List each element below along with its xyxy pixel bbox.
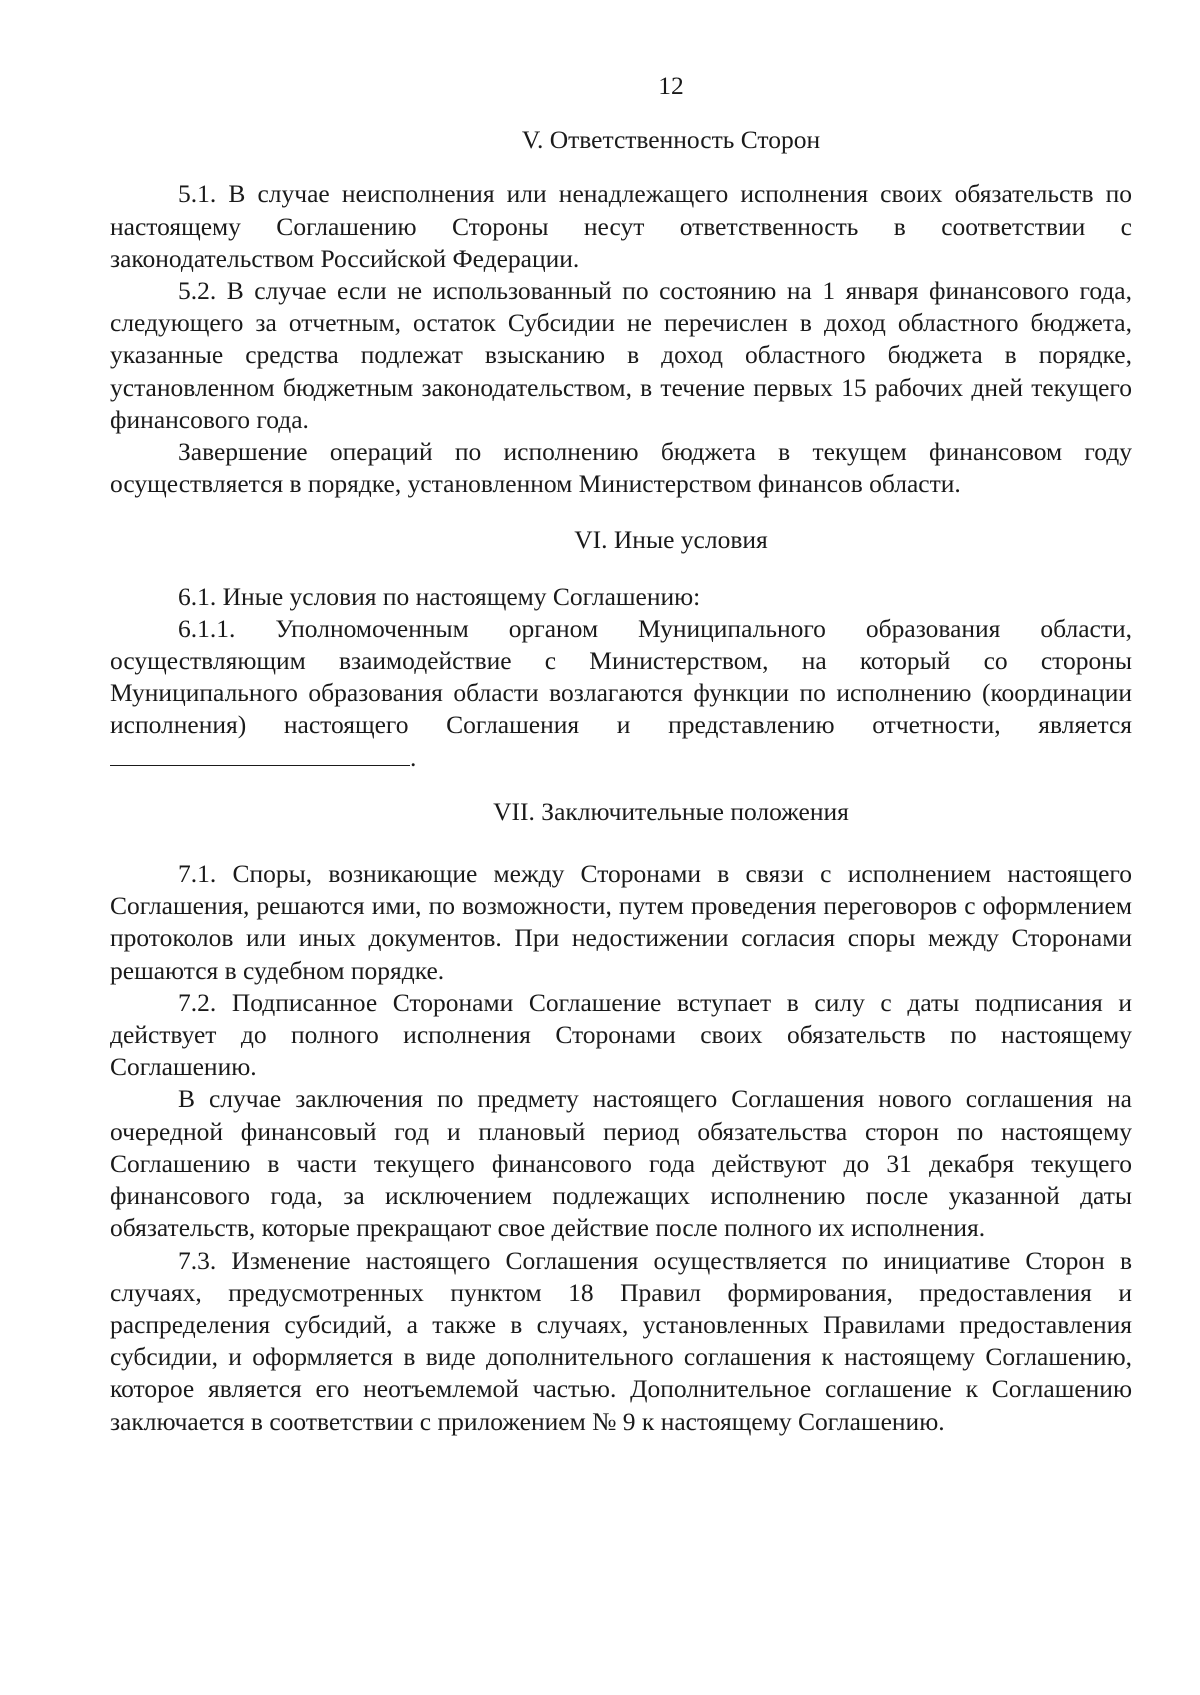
blank-fill-line	[110, 743, 410, 766]
paragraph-6-1: 6.1. Иные условия по настоящему Соглашению:	[178, 581, 701, 611]
section-heading-v: V. Ответственность Сторон	[521, 125, 821, 155]
section-heading-vii: VII. Заключительные положения	[493, 796, 849, 826]
document-page	[110, 70, 1132, 1438]
page-number: 12	[658, 71, 684, 100]
paragraph-budget-completion: Завершение операций по исполнению бюджета в текущем финансовом году осуществляется в порядке, установленном Министерством финансов области.	[110, 437, 1132, 499]
paragraph-new-agreement: В случае заключения по предмету настоящего Соглашения нового соглашения на очередной финансовый год и плановый период обязательства сторон по настоящему Соглашению в части текущего финансового года действуют до 31 декабря текущего финансового года, за исключением подлежащих исполнению после указанной даты обязательств, которые прекращают свое действие после полного их исполнения.	[110, 1084, 1132, 1243]
paragraph-7-2: 7.2. Подписанное Сторонами Соглашение вступает в силу с даты подписания и действует до полного исполнения Сторонами своих обязательств по настоящему Соглашению.	[110, 987, 1132, 1082]
paragraph-5-1: 5.1. В случае неисполнения или ненадлежащего исполнения своих обязательств по настоящему Соглашению Стороны несут ответственность в соответствии с законодательством Российской Федерации.	[110, 179, 1132, 273]
paragraph-6-1-1	[110, 613, 1132, 774]
paragraph-7-1: 7.1. Споры, возникающие между Сторонами в связи с исполнением настоящего Соглашения, решаются ими, по возможности, путем проведения переговоров с оформлением протоколов или иных документов. При недостижении согласия споры между Сторонами решаются в судебном порядке.	[110, 859, 1132, 985]
paragraph-6-1-1-end: .	[410, 742, 417, 772]
paragraph-7-3: 7.3. Изменение настоящего Соглашения осуществляется по инициативе Сторон в случаях, предусмотренных пунктом 18 Правил формирования, предоставления и распределения субсидий, а также в случаях, установленных Правилами предоставления субсидии, и оформляется в виде дополнительного соглашения к настоящему Соглашению, которое является его неотъемлемой частью. Дополнительное соглашение к Соглашению заключается в соответствии с приложением № 9 к настоящему Соглашению.	[110, 1245, 1132, 1436]
paragraph-6-1-1-text: 6.1.1. Уполномоченным органом Муниципального образования области, осуществляющим взаимодействие с Министерством, на который со стороны Муниципального образования области возлагаются функции по исполнению (координации исполнения) настоящего Соглашения и представлению отчетности, является	[110, 613, 1132, 740]
paragraph-5-2: 5.2. В случае если не использованный по состоянию на 1 января финансового года, следующего за отчетным, остаток Субсидии не перечислен в доход областного бюджета, указанные средства подлежат взысканию в доход областного бюджета в порядке, установленном бюджетным законодательством, в течение первых 15 рабочих дней текущего финансового года.	[110, 276, 1132, 434]
section-heading-vi: VI. Иные условия	[574, 525, 768, 555]
